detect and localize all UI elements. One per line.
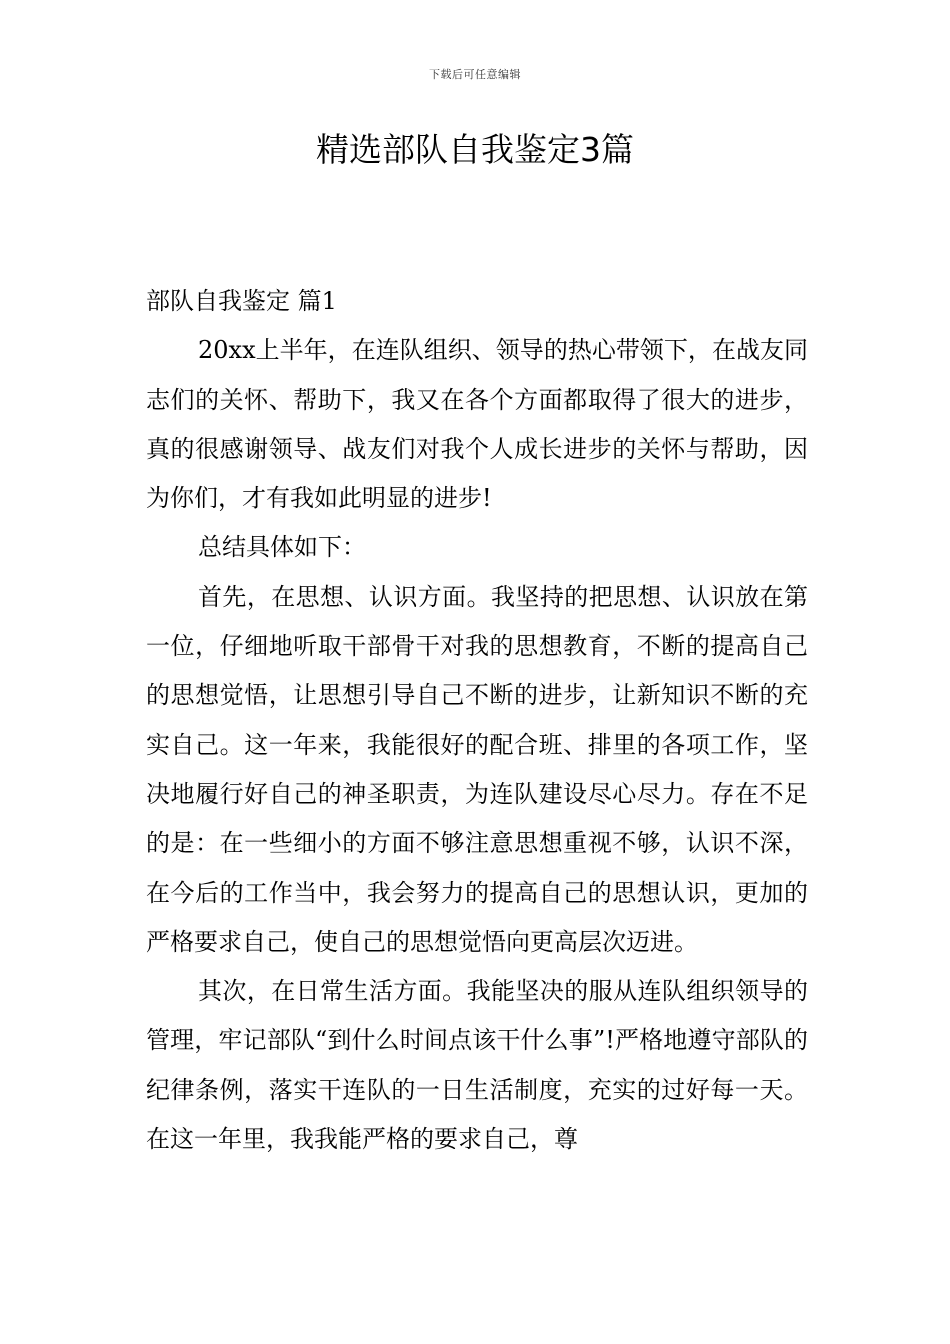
- paragraph-thought: 首先，在思想、认识方面。我坚持的把思想、认识放在第一位，仔细地听取干部骨干对我的思想教育，不断的提高自己的思想觉悟，让思想引导自己不断的进步，让新知识不断的充实自己。这一年来，我能很好的配合班、排里的各项工作，坚决地履行好自己的神圣职责，为连队建设尽心尽力。存在不足的是：在一些细小的方面不够注意思想重视不够，认识不深，在今后的工作当中，我会努力的提高自己的思想认识，更加的严格要求自己，使自己的思想觉悟向更高层次迈进。: [146, 582, 808, 956]
- header-note: 下载后可任意编辑: [429, 68, 521, 81]
- document-title: 精选部队自我鉴定3篇: [316, 130, 634, 169]
- paragraph-intro: 20xx上半年，在连队组织、领导的热心带领下，在战友同志们的关怀、帮助下，我又在各个方面都取得了很大的进步，真的很感谢领导、战友们对我个人成长进步的关怀与帮助，因为你们，才有我如此明显的进步!: [146, 336, 808, 513]
- section-heading: 部队自我鉴定 篇1: [146, 287, 337, 315]
- document-body: [146, 277, 808, 1164]
- paragraph-daily-life: 其次，在日常生活方面。我能坚决的服从连队组织领导的管理，牢记部队“到什么时间点该干什么事”!严格地遵守部队的纪律条例，落实干连队的一日生活制度，充实的过好每一天。在这一年里，我我能严格的要求自己，尊: [146, 977, 808, 1154]
- paragraph-summary-lead: 总结具体如下：: [198, 533, 366, 562]
